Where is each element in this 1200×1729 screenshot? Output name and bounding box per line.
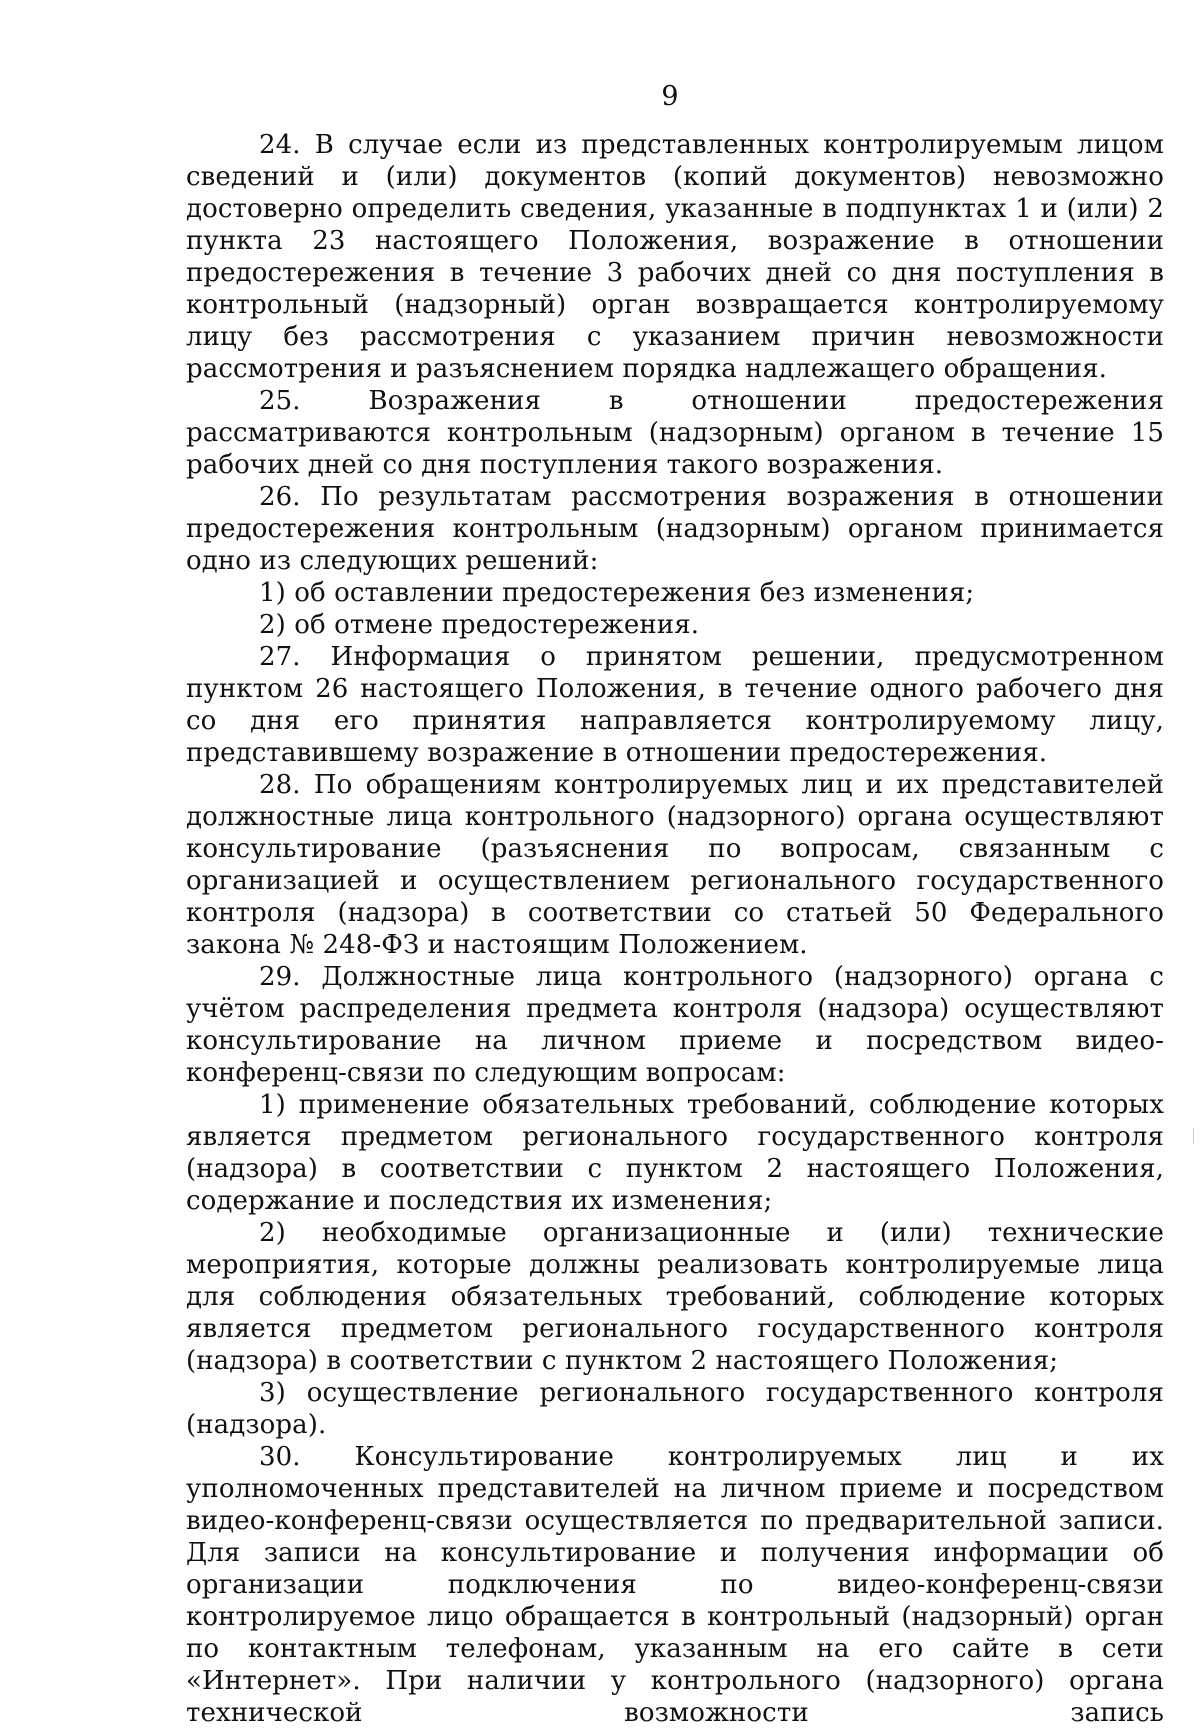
paragraph-24: 24. В случае если из представленных контролируемым лицом сведений и (или) документов (копий документов) невозможно достоверно определить сведения, указанные в подпунктах 1 и (или) 2 пункта 23 настоящего Положения, возражение в отношении предостережения в течение 3 рабочих дней со дня поступления в контрольный (надзорный) орган возвращается контролируемому лицу без рассмотрения с указанием причин невозможности рассмотрения и разъяснением порядка надлежащего обращения. <box>186 130 1164 384</box>
paragraph-29-item-2: 2) необходимые организационные и (или) технические мероприятия, которые должны реализовать контролируемые лица для соблюдения обязательных требований, соблюдение которых является предметом регионального государственного контроля (надзора) в соответствии с пунктом 2 настоящего Положения; <box>186 1218 1164 1376</box>
paragraph-27: 27. Информация о принятом решении, предусмотренном пунктом 26 настоящего Положения, в течение одного рабочего дня со дня его принятия направляется контролируемому лицу, представившему возражение в отношении предостережения. <box>186 642 1164 768</box>
page-number: 9 <box>661 81 679 112</box>
paragraph-29-item-1: 1) применение обязательных требований, соблюдение которых является предметом регионального государственного контроля (надзора) в соответствии с пунктом 2 настоящего Положения, содержание и последствия их изменения; <box>186 1090 1164 1216</box>
paragraph-25: 25. Возражения в отношении предостережения рассматриваются контрольным (надзорным) органом в течение 15 рабочих дней со дня поступления такого возражения. <box>186 386 1164 480</box>
paragraph-28: 28. По обращениям контролируемых лиц и их представителей должностные лица контрольного (надзорного) органа осуществляют консультирование (разъяснения по вопросам, связанным с организацией и осуществлением регионального государственного контроля (надзора) в соответствии со статьей 50 Федерального закона № 248-ФЗ и настоящим Положением. <box>186 770 1164 960</box>
paragraph-26: 26. По результатам рассмотрения возражения в отношении предостережения контрольным (надзорным) органом принимается одно из следующих решений: <box>186 482 1164 576</box>
paragraph-26-item-2: 2) об отмене предостережения. <box>259 610 700 640</box>
document-body <box>186 129 1164 1729</box>
paragraph-29-item-3: 3) осуществление регионального государственного контроля (надзора). <box>186 1378 1164 1440</box>
scan-artifact-line <box>1193 1128 1194 1144</box>
paragraph-26-item-1: 1) об оставлении предостережения без изменения; <box>259 578 975 608</box>
paragraph-30: 30. Консультирование контролируемых лиц и их уполномоченных представителей на личном приеме и посредством видео-конференц-связи осуществляется по предварительной записи. Для записи на консультирование и получения информации об организации подключения по видео-конференц-связи контролируемое лицо обращается в контрольный (надзорный) орган по контактным телефонам, указанным на его сайте в сети «Интернет». При наличии у контрольного (надзорного) органа технической возможности запись <box>186 1442 1164 1728</box>
paragraph-29: 29. Должностные лица контрольного (надзорного) органа с учётом распределения предмета контроля (надзора) осуществляют консультирование на личном приеме и посредством видео-конференц-связи по следующим вопросам: <box>186 962 1164 1088</box>
